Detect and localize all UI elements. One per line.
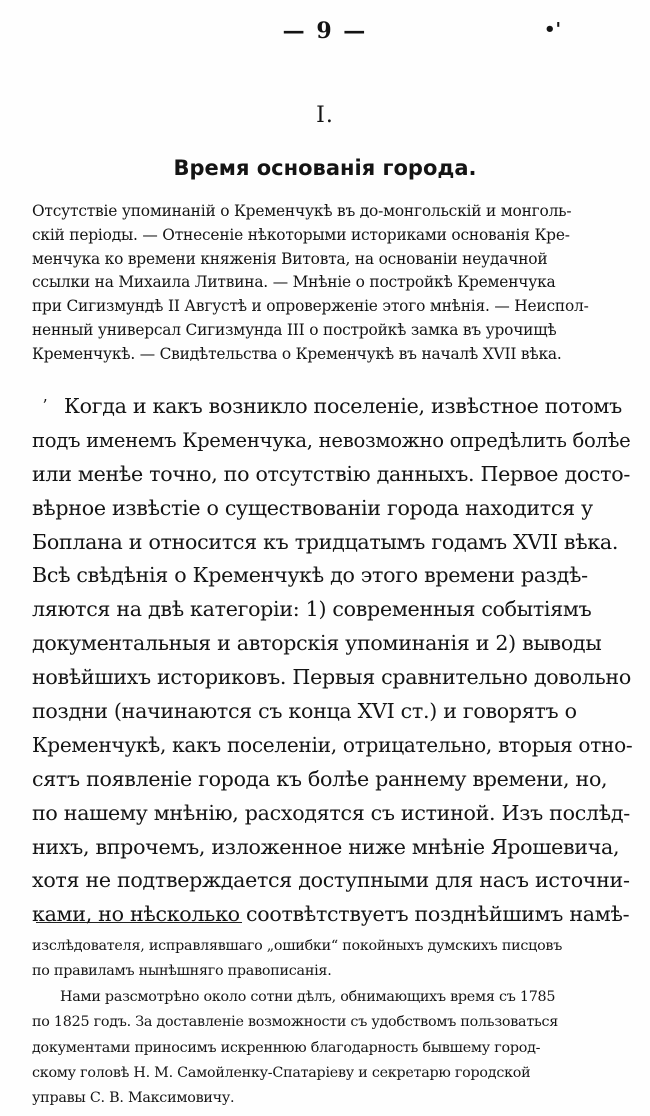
summary-line: ненный универсал Сигизмунда III о постройкѣ замка въ урочищѣ <box>32 320 557 339</box>
summary-line: ссылки на Михаила Литвина. — Мнѣніе о постройкѣ Кременчука <box>32 273 556 292</box>
chapter-summary <box>32 200 640 367</box>
footnote-line: по правиламъ нынѣшняго правописанія. <box>32 963 332 980</box>
body-line: поздни (начинаются съ конца XVI ст.) и говорятъ о <box>32 699 577 724</box>
ink-mark: ʼ <box>42 396 48 415</box>
body-line: нихъ, впрочемъ, изложенное ниже мнѣніе Ярошевича, <box>32 834 620 859</box>
summary-line: при Сигизмундѣ II Августѣ и опроверженіе этого мнѣнія. — Неиспол- <box>32 297 589 316</box>
footnote-line: скому головѣ Н. М. Самойленку-Спатаріеву и секретарю городской <box>32 1064 531 1081</box>
footnote-divider <box>36 922 242 923</box>
footnote-line: по 1825 годъ. За доставленіе возможности съ удобствомъ пользоваться <box>32 1014 559 1031</box>
footnote-line: Нами разсмотрѣно около сотни дѣлъ, обнимающихъ время съ 1785 <box>60 988 556 1005</box>
body-line: хотя не подтверждается доступными для насъ источни- <box>32 868 630 893</box>
body-line: сятъ появленіе города къ болѣе раннему времени, но, <box>32 766 608 791</box>
body-line: ками, но нѣсколько соотвѣтствуетъ позднѣйшимъ намѣ- <box>32 902 630 927</box>
summary-line: Кременчукѣ. — Свидѣтельства о Кременчукѣ въ началѣ XVII вѣка. <box>32 344 562 363</box>
summary-line: Отсутствіе упоминаній о Кременчукѣ въ до-монгольскій и монголь- <box>32 202 572 220</box>
body-line: ляются на двѣ категоріи: 1) современныя событіямъ <box>32 597 592 622</box>
body-line: документальныя и авторскія упоминанія и 2) выводы <box>32 631 602 656</box>
summary-line: скій періоды. — Отнесеніе нѣкоторыми историками основанія Кре- <box>32 225 570 244</box>
chapter-number: I. <box>316 103 334 128</box>
summary-line: менчука ко времени княженія Витовта, на основаніи неудачной <box>32 249 548 268</box>
body-line: Когда и какъ возникло поселеніе, извѣстное потомъ <box>64 394 622 418</box>
chapter-title: Время основанія города. <box>173 156 477 180</box>
body-line: Боплана и относится къ тридцатымъ годамъ XVII вѣка. <box>32 529 619 554</box>
body-line: или менѣе точно, по отсутствію данныхъ. Первое досто- <box>32 461 631 486</box>
footnote-line: управы С. В. Максимовичу. <box>32 1090 235 1107</box>
body-line: Кременчукѣ, какъ поселеніи, отрицательно, вторыя отно- <box>32 732 633 757</box>
body-paragraph <box>32 390 636 932</box>
print-speck: •' <box>544 19 562 40</box>
footnotes <box>32 934 638 1112</box>
body-line: подъ именемъ Кременчука, невозможно опредѣлить болѣе <box>32 428 631 452</box>
footnote-line: изслѣдователя, исправлявшаго „ошибки“ покойныхъ думскихъ писцовъ <box>32 938 563 954</box>
footnote-line: документами приносимъ искреннюю благодарность бывшему город- <box>32 1039 541 1056</box>
body-line: Всѣ свѣдѣнія о Кременчукѣ до этого времени раздѣ- <box>32 563 588 588</box>
body-line: новѣйшихъ историковъ. Первыя сравнительно довольно <box>32 665 631 690</box>
page-number: — 9 — <box>282 18 368 44</box>
body-line: по нашему мнѣнію, расходятся съ истиной. Изъ послѣд- <box>32 800 630 825</box>
body-line: вѣрное извѣстіе о существованіи города находится у <box>32 495 593 520</box>
